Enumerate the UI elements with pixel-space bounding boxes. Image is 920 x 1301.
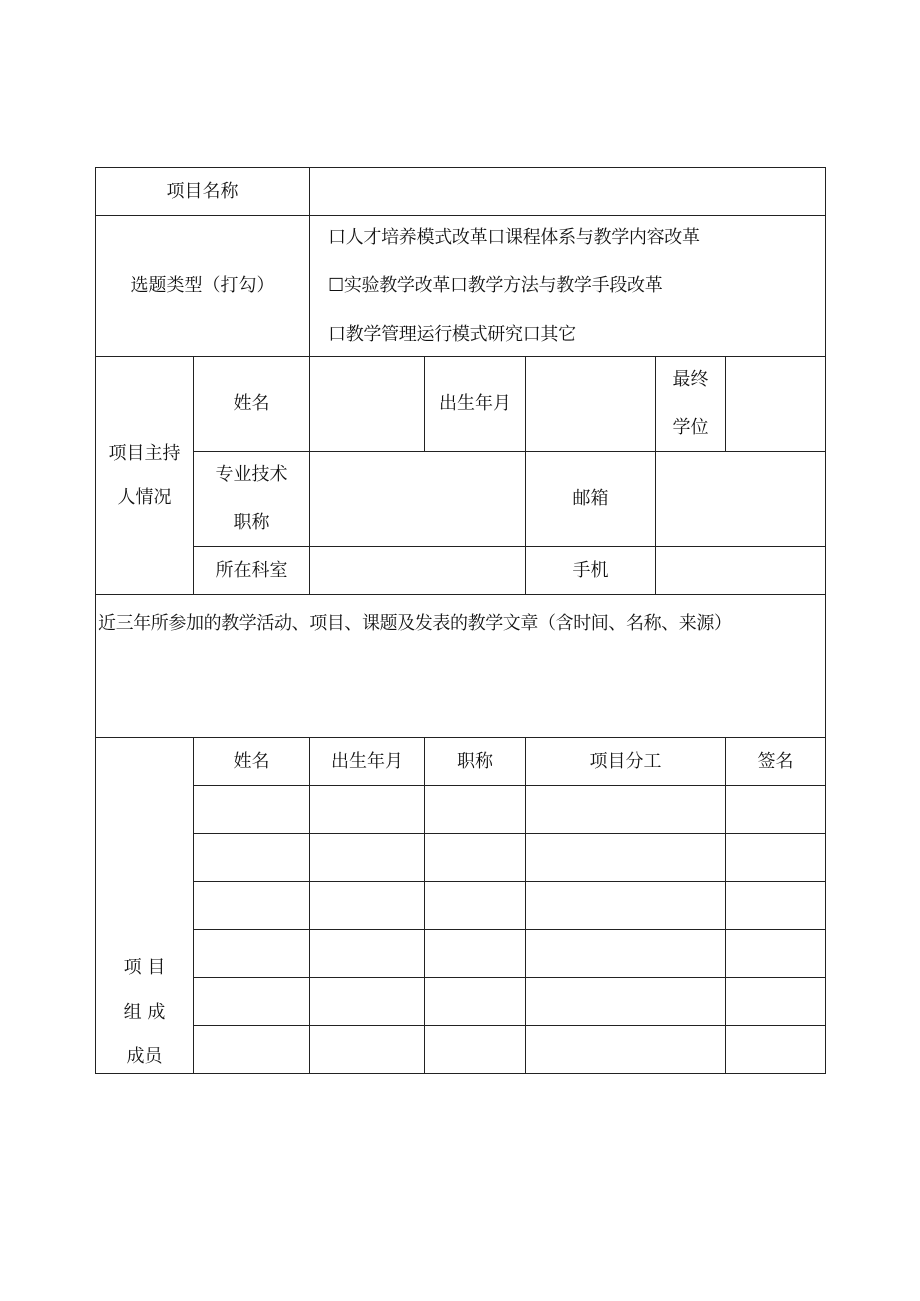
- members-header-row: [96, 738, 826, 786]
- member-birth-cell[interactable]: [310, 882, 425, 930]
- member-row: [96, 1026, 826, 1074]
- host-title-label-line1: 专业技术: [215, 464, 288, 486]
- host-title-field[interactable]: [310, 452, 526, 547]
- topic-type-options: [310, 216, 826, 357]
- members-section-label-line2: 组 成: [123, 1001, 166, 1023]
- member-name-cell[interactable]: [194, 978, 310, 1026]
- member-role-cell[interactable]: [526, 978, 726, 1026]
- host-office-field[interactable]: [310, 547, 526, 595]
- topic-type-row: [96, 216, 826, 357]
- member-title-cell[interactable]: [425, 882, 526, 930]
- members-section-label-line1: 项 目: [123, 957, 166, 979]
- topic-option-line-3[interactable]: 口教学管理运行模式研究口其它: [328, 323, 576, 345]
- host-row-1: [96, 357, 826, 452]
- member-row: [96, 978, 826, 1026]
- project-name-label: 项目名称: [96, 168, 310, 216]
- host-phone-field[interactable]: [656, 547, 826, 595]
- host-section-label-line2: 人情况: [117, 486, 172, 508]
- member-signature-cell[interactable]: [726, 1026, 826, 1074]
- member-role-cell[interactable]: [526, 930, 726, 978]
- member-title-cell[interactable]: [425, 1026, 526, 1074]
- host-name-field[interactable]: [310, 357, 425, 452]
- host-degree-label-line2: 学位: [672, 417, 709, 438]
- member-birth-cell[interactable]: [310, 786, 425, 834]
- member-name-cell[interactable]: [194, 930, 310, 978]
- host-office-label: 所在科室: [194, 547, 310, 595]
- member-row: [96, 786, 826, 834]
- host-birth-field[interactable]: [526, 357, 656, 452]
- members-col-role: 项目分工: [526, 738, 726, 786]
- member-role-cell[interactable]: [526, 786, 726, 834]
- project-name-row: [96, 168, 826, 216]
- topic-option-line-2[interactable]: ☐实验教学改革口教学方法与教学手段改革: [328, 275, 663, 297]
- member-title-cell[interactable]: [425, 930, 526, 978]
- member-birth-cell[interactable]: [310, 834, 425, 882]
- activities-cell[interactable]: [96, 595, 826, 738]
- members-col-title: 职称: [425, 738, 526, 786]
- host-email-label: 邮箱: [526, 452, 656, 547]
- member-title-cell[interactable]: [425, 978, 526, 1026]
- project-name-field[interactable]: [310, 168, 826, 216]
- members-col-signature: 签名: [726, 738, 826, 786]
- host-birth-label: 出生年月: [425, 357, 526, 452]
- members-section-label: [96, 738, 194, 1074]
- member-birth-cell[interactable]: [310, 1026, 425, 1074]
- host-title-label-line2: 职称: [233, 512, 270, 533]
- host-section-label-line1: 项目主持: [108, 442, 181, 464]
- member-name-cell[interactable]: [194, 786, 310, 834]
- host-row-3: [96, 547, 826, 595]
- members-section-label-line3: 成员: [126, 1046, 163, 1068]
- member-title-cell[interactable]: [425, 834, 526, 882]
- host-title-label: [194, 452, 310, 547]
- host-degree-field[interactable]: [726, 357, 826, 452]
- member-role-cell[interactable]: [526, 1026, 726, 1074]
- host-phone-label: 手机: [526, 547, 656, 595]
- member-role-cell[interactable]: [526, 882, 726, 930]
- member-signature-cell[interactable]: [726, 834, 826, 882]
- member-signature-cell[interactable]: [726, 978, 826, 1026]
- topic-option-line-1[interactable]: 口人才培养模式改革口课程体系与教学内容改革: [328, 226, 700, 248]
- application-form-table: [95, 167, 826, 1074]
- member-signature-cell[interactable]: [726, 930, 826, 978]
- members-col-birth: 出生年月: [310, 738, 425, 786]
- member-row: [96, 930, 826, 978]
- member-name-cell[interactable]: [194, 834, 310, 882]
- activities-heading: 近三年所参加的教学活动、项目、课题及发表的教学文章（含时间、名称、来源）: [98, 613, 732, 634]
- host-email-field[interactable]: [656, 452, 826, 547]
- member-birth-cell[interactable]: [310, 978, 425, 1026]
- member-role-cell[interactable]: [526, 834, 726, 882]
- topic-type-label: 选题类型（打勾）: [96, 216, 310, 357]
- member-row: [96, 882, 826, 930]
- members-col-name: 姓名: [194, 738, 310, 786]
- activities-row: [96, 595, 826, 738]
- member-row: [96, 834, 826, 882]
- host-section-label: [96, 357, 194, 595]
- host-row-2: [96, 452, 826, 547]
- member-name-cell[interactable]: [194, 1026, 310, 1074]
- host-name-label: 姓名: [194, 357, 310, 452]
- member-signature-cell[interactable]: [726, 786, 826, 834]
- host-degree-label: [656, 357, 726, 452]
- host-degree-label-line1: 最终: [672, 369, 709, 391]
- member-birth-cell[interactable]: [310, 930, 425, 978]
- member-signature-cell[interactable]: [726, 882, 826, 930]
- member-name-cell[interactable]: [194, 882, 310, 930]
- member-title-cell[interactable]: [425, 786, 526, 834]
